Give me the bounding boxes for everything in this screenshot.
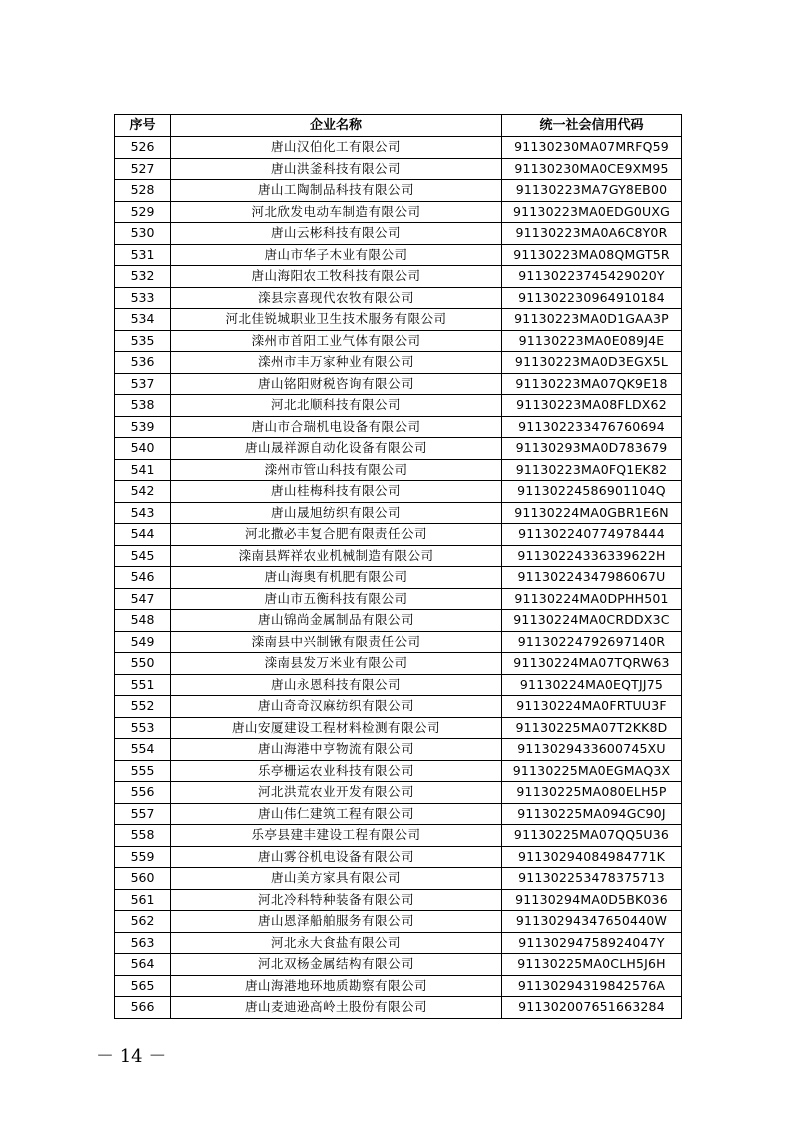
row-company-name: 乐亭县建丰建设工程有限公司 (171, 825, 502, 847)
row-company-name: 唐山汉伯化工有限公司 (171, 137, 502, 159)
row-index: 529 (115, 201, 171, 223)
row-credit-code: 91130224MA0GBR1E6N (502, 502, 682, 524)
row-company-name: 唐山海奥有机肥有限公司 (171, 567, 502, 589)
header-company-name: 企业名称 (171, 115, 502, 137)
row-company-name: 唐山锦尚金属制品有限公司 (171, 610, 502, 632)
row-company-name: 唐山海港中亨物流有限公司 (171, 739, 502, 761)
table-row (115, 739, 682, 761)
table-row (115, 287, 682, 309)
row-company-name: 唐山麦迪逊高岭土股份有限公司 (171, 997, 502, 1019)
row-index: 535 (115, 330, 171, 352)
row-credit-code: 91130225MA0EGMAQ3X (502, 760, 682, 782)
row-index: 546 (115, 567, 171, 589)
table-row (115, 524, 682, 546)
row-index: 531 (115, 244, 171, 266)
row-index: 564 (115, 954, 171, 976)
table-row (115, 975, 682, 997)
table-row (115, 416, 682, 438)
table-row (115, 932, 682, 954)
row-index: 566 (115, 997, 171, 1019)
row-index: 536 (115, 352, 171, 374)
row-index: 562 (115, 911, 171, 933)
row-company-name: 唐山海港地环地质勘察有限公司 (171, 975, 502, 997)
row-index: 554 (115, 739, 171, 761)
row-credit-code: 911302007651663284 (502, 997, 682, 1019)
header-credit-code: 统一社会信用代码 (502, 115, 682, 137)
row-company-name: 滦州市丰万家种业有限公司 (171, 352, 502, 374)
table-row (115, 502, 682, 524)
row-credit-code: 91130225MA0CLH5J6H (502, 954, 682, 976)
row-index: 555 (115, 760, 171, 782)
row-index: 548 (115, 610, 171, 632)
table-row (115, 137, 682, 159)
row-credit-code: 91130224347986067U (502, 567, 682, 589)
row-index: 528 (115, 180, 171, 202)
row-credit-code: 91130294758924047Y (502, 932, 682, 954)
row-credit-code: 91130223MA0D1GAA3P (502, 309, 682, 331)
row-company-name: 河北永大食盐有限公司 (171, 932, 502, 954)
row-company-name: 河北撒必丰复合肥有限责任公司 (171, 524, 502, 546)
row-company-name: 河北洪荒农业开发有限公司 (171, 782, 502, 804)
table-row (115, 459, 682, 481)
row-credit-code: 9113029433600745XU (502, 739, 682, 761)
row-index: 552 (115, 696, 171, 718)
row-index: 532 (115, 266, 171, 288)
row-index: 561 (115, 889, 171, 911)
row-credit-code: 91130223745429020Y (502, 266, 682, 288)
row-credit-code: 91130224792697140R (502, 631, 682, 653)
row-credit-code: 911302240774978444 (502, 524, 682, 546)
table-row (115, 717, 682, 739)
table-row (115, 631, 682, 653)
row-index: 530 (115, 223, 171, 245)
row-credit-code: 91130294347650440W (502, 911, 682, 933)
table-row (115, 330, 682, 352)
row-credit-code: 91130223MA08QMGT5R (502, 244, 682, 266)
row-company-name: 唐山美方家具有限公司 (171, 868, 502, 890)
row-company-name: 唐山伟仁建筑工程有限公司 (171, 803, 502, 825)
row-credit-code: 91130294084984771K (502, 846, 682, 868)
row-credit-code: 91130223MA7GY8EB00 (502, 180, 682, 202)
row-credit-code: 91130230MA0CE9XM95 (502, 158, 682, 180)
row-credit-code: 91130224MA0CRDDX3C (502, 610, 682, 632)
row-credit-code: 91130223MA0FQ1EK82 (502, 459, 682, 481)
table-row (115, 846, 682, 868)
table-row (115, 782, 682, 804)
row-credit-code: 91130224586901104Q (502, 481, 682, 503)
row-index: 543 (115, 502, 171, 524)
row-index: 541 (115, 459, 171, 481)
row-index: 539 (115, 416, 171, 438)
row-company-name: 乐亭栅运农业科技有限公司 (171, 760, 502, 782)
table-row (115, 180, 682, 202)
row-index: 544 (115, 524, 171, 546)
row-company-name: 河北欣发电动车制造有限公司 (171, 201, 502, 223)
row-credit-code: 91130225MA07T2KK8D (502, 717, 682, 739)
table-row (115, 567, 682, 589)
table-row (115, 889, 682, 911)
table-row (115, 373, 682, 395)
row-company-name: 唐山市华子木业有限公司 (171, 244, 502, 266)
row-credit-code: 911302233476760694 (502, 416, 682, 438)
row-company-name: 唐山洪釜科技有限公司 (171, 158, 502, 180)
table-row (115, 674, 682, 696)
table-row (115, 825, 682, 847)
row-index: 551 (115, 674, 171, 696)
page-number: － 14 － (96, 1046, 167, 1067)
table-header-row (115, 115, 682, 137)
row-credit-code: 91130224MA0EQTJJ75 (502, 674, 682, 696)
row-company-name: 唐山云彬科技有限公司 (171, 223, 502, 245)
row-credit-code: 91130225MA080ELH5P (502, 782, 682, 804)
row-company-name: 唐山永恩科技有限公司 (171, 674, 502, 696)
row-index: 537 (115, 373, 171, 395)
table-row (115, 244, 682, 266)
row-credit-code: 91130224MA07TQRW63 (502, 653, 682, 675)
row-company-name: 唐山铭阳财税咨询有限公司 (171, 373, 502, 395)
row-credit-code: 91130223MA0EDG0UXG (502, 201, 682, 223)
row-index: 545 (115, 545, 171, 567)
row-index: 526 (115, 137, 171, 159)
row-credit-code: 91130223MA08FLDX62 (502, 395, 682, 417)
row-company-name: 唐山晟旭纺织有限公司 (171, 502, 502, 524)
row-credit-code: 91130223MA0A6C8Y0R (502, 223, 682, 245)
row-company-name: 滦南县辉祥农业机械制造有限公司 (171, 545, 502, 567)
row-index: 547 (115, 588, 171, 610)
table-row (115, 438, 682, 460)
row-credit-code: 91130223MA0E089J4E (502, 330, 682, 352)
row-credit-code: 91130224336339622H (502, 545, 682, 567)
row-index: 540 (115, 438, 171, 460)
row-index: 565 (115, 975, 171, 997)
row-credit-code: 91130225MA094GC90J (502, 803, 682, 825)
row-company-name: 河北佳锐城职业卫生技术服务有限公司 (171, 309, 502, 331)
row-index: 559 (115, 846, 171, 868)
row-company-name: 唐山市合瑞机电设备有限公司 (171, 416, 502, 438)
row-credit-code: 91130294MA0D5BK036 (502, 889, 682, 911)
row-index: 527 (115, 158, 171, 180)
row-company-name: 滦县宗喜现代农牧有限公司 (171, 287, 502, 309)
row-company-name: 滦州市首阳工业气体有限公司 (171, 330, 502, 352)
table-row (115, 352, 682, 374)
row-index: 556 (115, 782, 171, 804)
row-credit-code: 911302253478375713 (502, 868, 682, 890)
row-credit-code: 91130294319842576A (502, 975, 682, 997)
table-row (115, 266, 682, 288)
table-row (115, 395, 682, 417)
row-company-name: 唐山雾谷机电设备有限公司 (171, 846, 502, 868)
row-index: 557 (115, 803, 171, 825)
row-index: 553 (115, 717, 171, 739)
row-index: 538 (115, 395, 171, 417)
table-row (115, 223, 682, 245)
row-index: 533 (115, 287, 171, 309)
table-row (115, 760, 682, 782)
table-row (115, 997, 682, 1019)
table-row (115, 158, 682, 180)
row-index: 549 (115, 631, 171, 653)
row-company-name: 唐山奇奇汉麻纺织有限公司 (171, 696, 502, 718)
table-row (115, 911, 682, 933)
row-credit-code: 911302230964910184 (502, 287, 682, 309)
table-row (115, 481, 682, 503)
row-company-name: 唐山市五衡科技有限公司 (171, 588, 502, 610)
row-index: 563 (115, 932, 171, 954)
table-row (115, 588, 682, 610)
row-credit-code: 91130224MA0FRTUU3F (502, 696, 682, 718)
row-credit-code: 91130224MA0DPHH501 (502, 588, 682, 610)
row-company-name: 河北双杨金属结构有限公司 (171, 954, 502, 976)
table-row (115, 545, 682, 567)
row-credit-code: 91130223MA0D3EGX5L (502, 352, 682, 374)
row-credit-code: 91130225MA07QQ5U36 (502, 825, 682, 847)
row-company-name: 唐山海阳农工牧科技有限公司 (171, 266, 502, 288)
table-body (115, 137, 682, 1019)
row-company-name: 唐山工陶制品科技有限公司 (171, 180, 502, 202)
row-credit-code: 91130223MA07QK9E18 (502, 373, 682, 395)
row-company-name: 滦州市管山科技有限公司 (171, 459, 502, 481)
row-company-name: 滦南县中兴制锹有限责任公司 (171, 631, 502, 653)
row-company-name: 河北北顺科技有限公司 (171, 395, 502, 417)
row-index: 560 (115, 868, 171, 890)
enterprise-table (114, 114, 682, 1019)
table-row (115, 610, 682, 632)
row-index: 534 (115, 309, 171, 331)
table-row (115, 309, 682, 331)
row-credit-code: 91130230MA07MRFQ59 (502, 137, 682, 159)
row-company-name: 唐山桂梅科技有限公司 (171, 481, 502, 503)
row-index: 558 (115, 825, 171, 847)
table-row (115, 868, 682, 890)
row-index: 550 (115, 653, 171, 675)
table-row (115, 696, 682, 718)
row-company-name: 唐山恩泽船舶服务有限公司 (171, 911, 502, 933)
row-company-name: 唐山晟祥源自动化设备有限公司 (171, 438, 502, 460)
row-company-name: 滦南县发万米业有限公司 (171, 653, 502, 675)
row-company-name: 河北冷科特种装备有限公司 (171, 889, 502, 911)
row-credit-code: 91130293MA0D783679 (502, 438, 682, 460)
row-company-name: 唐山安厦建设工程材料检测有限公司 (171, 717, 502, 739)
header-index: 序号 (115, 115, 171, 137)
table-row (115, 201, 682, 223)
table-row (115, 653, 682, 675)
row-index: 542 (115, 481, 171, 503)
table-row (115, 803, 682, 825)
table-row (115, 954, 682, 976)
